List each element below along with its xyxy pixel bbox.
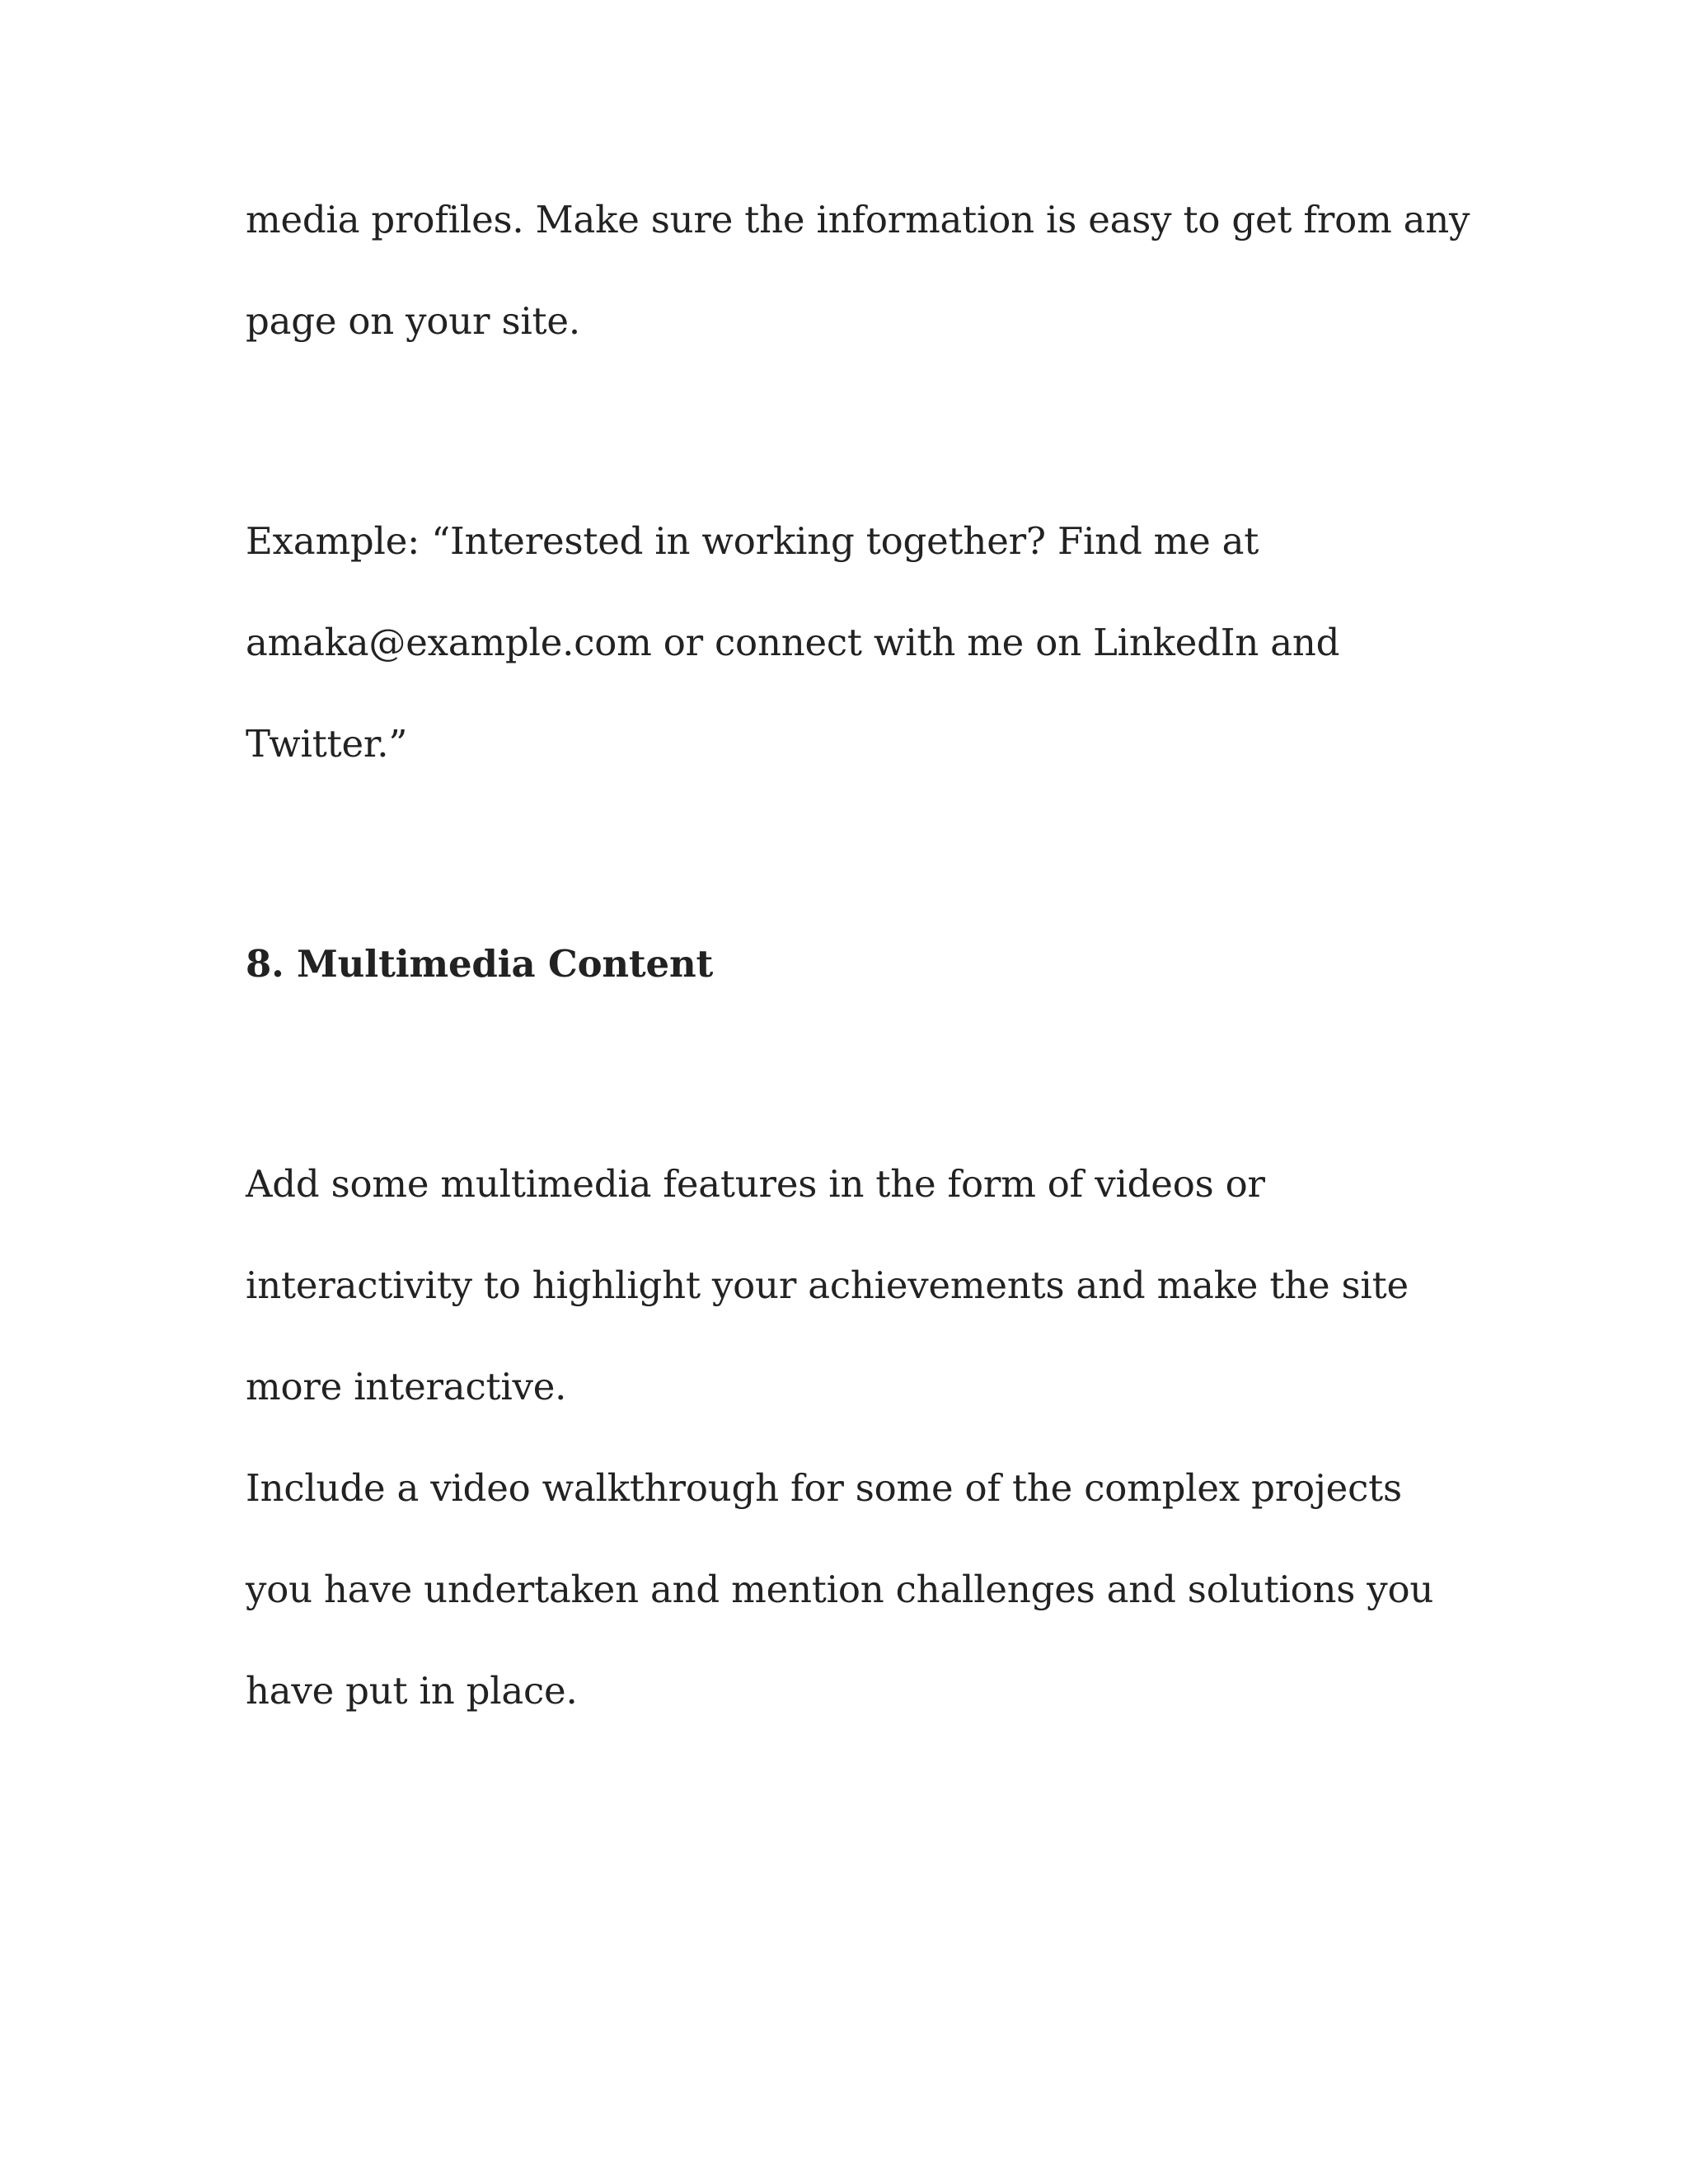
body-text-line: Add some multimedia features in the form of videos or [246,1162,1265,1206]
body-text-line: have put in place. [246,1669,578,1713]
example-text-line: Twitter.” [246,722,408,766]
body-text-line: you have undertaken and mention challenges and solutions you [246,1568,1434,1611]
example-text-line: amaka@example.com or connect with me on LinkedIn and [246,621,1340,664]
body-text-line: Include a video walkthrough for some of the complex projects [246,1466,1402,1510]
body-text-line: page on your site. [246,299,580,343]
body-text-line: interactivity to highlight your achievements and make the site [246,1263,1409,1307]
example-text-line: Example: “Interested in working together? Find me at [246,519,1259,563]
body-text-line: media profiles. Make sure the information is easy to get from any [246,198,1470,241]
section-heading: 8. Multimedia Content [246,942,714,986]
body-text-line: more interactive. [246,1365,567,1408]
